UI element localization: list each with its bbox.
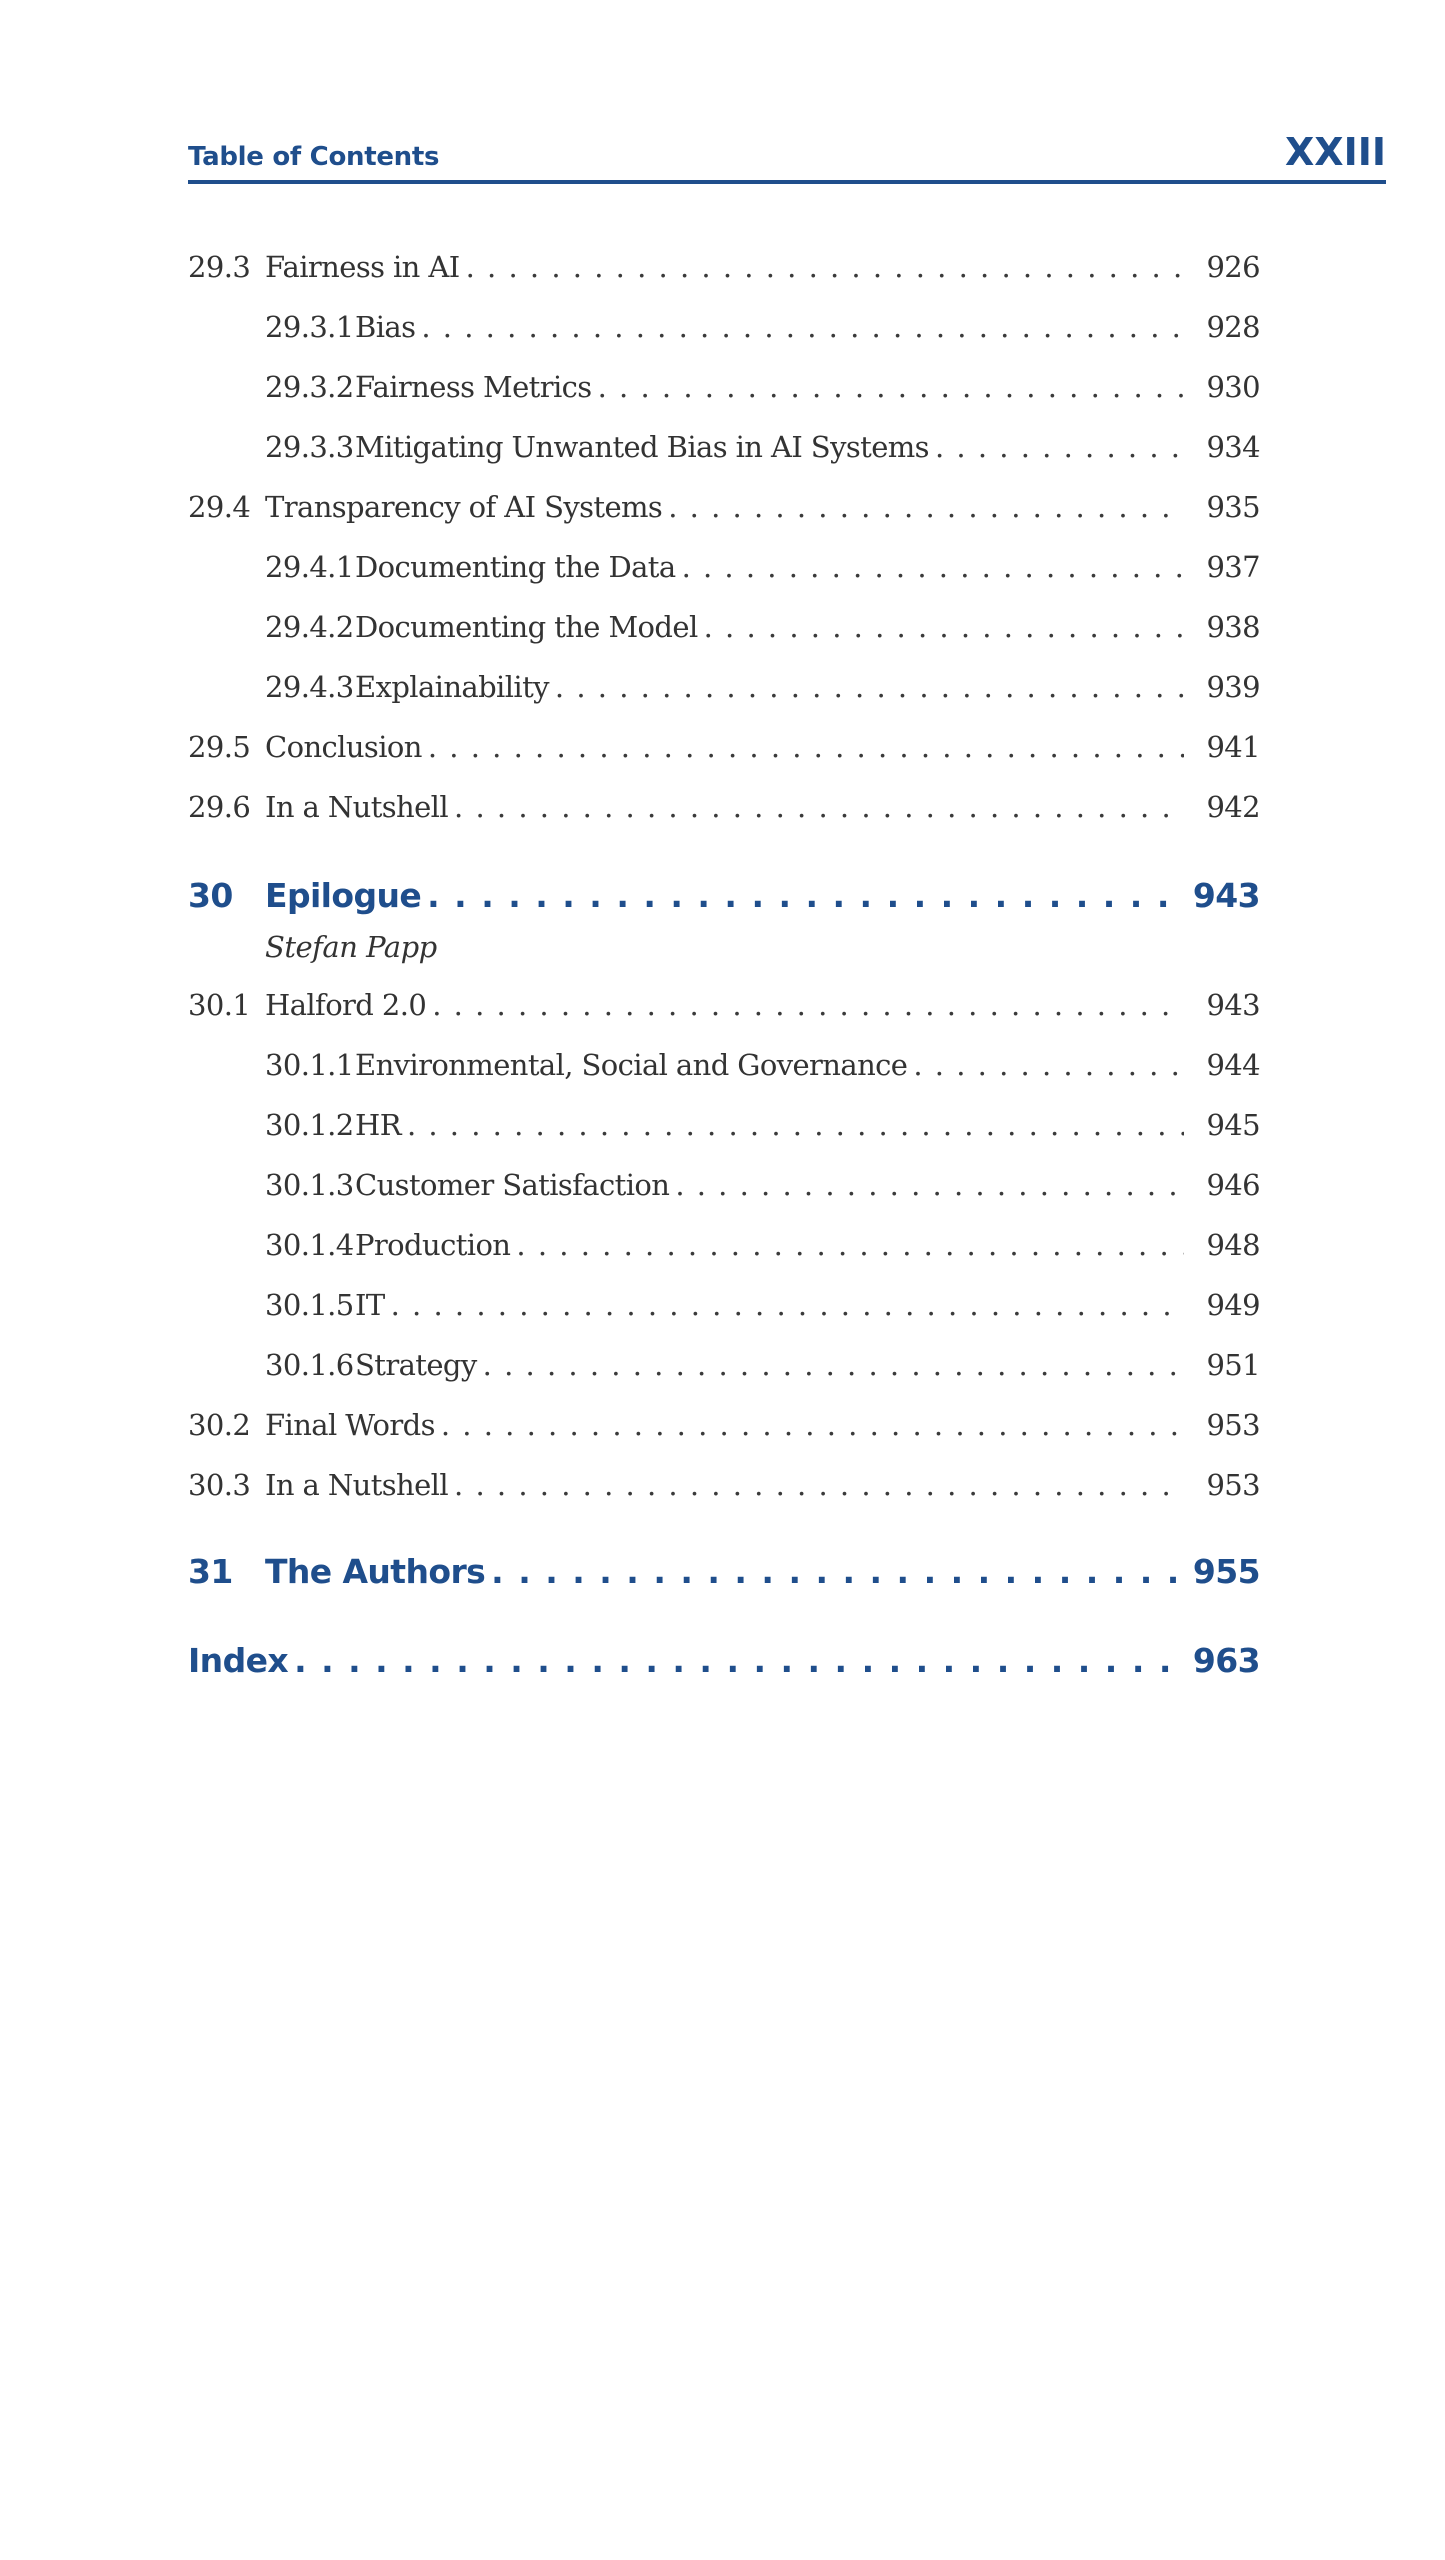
toc-entry-30-1-4[interactable] (188, 1228, 1260, 1268)
entry-title: In a Nutshell (265, 1468, 449, 1502)
entry-title: Transparency of AI Systems (265, 490, 663, 524)
chapter-number: 31 (188, 1552, 233, 1591)
entry-title: Documenting the Model (355, 610, 698, 644)
entry-page: 953 (1206, 1468, 1260, 1502)
toc-entry-30-2[interactable] (188, 1408, 1260, 1448)
dot-leader (483, 1348, 1184, 1382)
entry-page: 939 (1206, 670, 1260, 704)
chapter-author: Stefan Papp (265, 930, 437, 964)
entry-title: Fairness in AI (265, 250, 460, 284)
toc-entry-30-1-6[interactable] (188, 1348, 1260, 1388)
chapter-title: Epilogue (265, 876, 422, 915)
toc-entry-29-5[interactable] (188, 730, 1260, 770)
entry-number: 29.3 (188, 250, 251, 284)
toc-entry-30-1-3[interactable] (188, 1168, 1260, 1208)
dot-leader (598, 370, 1184, 404)
dot-leader (441, 1408, 1184, 1442)
dot-leader (913, 1048, 1184, 1082)
entry-number: 30.1.1 (265, 1048, 354, 1082)
running-header (188, 128, 1386, 184)
entry-title: HR (355, 1108, 401, 1142)
entry-title: Final Words (265, 1408, 435, 1442)
toc-index[interactable] (188, 1641, 1260, 1680)
dot-leader (668, 490, 1184, 524)
toc-entry-29-4-3[interactable] (188, 670, 1260, 710)
entry-page: 944 (1206, 1048, 1260, 1082)
toc-entry-29-3-1[interactable] (188, 310, 1260, 350)
entry-number: 29.3.3 (265, 430, 354, 464)
header-title: Table of Contents (188, 142, 440, 172)
dot-leader (675, 1168, 1184, 1202)
dot-leader (421, 310, 1184, 344)
entry-page: 941 (1206, 730, 1260, 764)
dot-leader (454, 1468, 1184, 1502)
toc-entry-29-3-2[interactable] (188, 370, 1260, 410)
dot-leader (294, 1641, 1184, 1680)
dot-leader (407, 1108, 1184, 1142)
entry-title: Environmental, Social and Governance (355, 1048, 908, 1082)
toc-entry-29-3-3[interactable] (188, 430, 1260, 470)
entry-number: 30.1.6 (265, 1348, 354, 1382)
entry-page: 946 (1206, 1168, 1260, 1202)
entry-title: Halford 2.0 (265, 988, 427, 1022)
entry-page: 943 (1206, 988, 1260, 1022)
entry-number: 30.1.5 (265, 1288, 354, 1322)
toc-entry-29-6[interactable] (188, 790, 1260, 830)
entry-number: 29.4 (188, 490, 251, 524)
entry-title: Fairness Metrics (355, 370, 592, 404)
entry-title: Strategy (355, 1348, 477, 1382)
entry-page: 926 (1206, 250, 1260, 284)
entry-number: 29.5 (188, 730, 251, 764)
entry-page: 934 (1206, 430, 1260, 464)
entry-title: Documenting the Data (355, 550, 676, 584)
chapter-page: 955 (1192, 1552, 1260, 1591)
entry-title: Explainability (355, 670, 549, 704)
dot-leader (516, 1228, 1184, 1262)
toc-entry-30-1-5[interactable] (188, 1288, 1260, 1328)
dot-leader (704, 610, 1184, 644)
entry-page: 951 (1206, 1348, 1260, 1382)
entry-title: IT (355, 1288, 385, 1322)
dot-leader (935, 430, 1184, 464)
entry-number: 30.1.3 (265, 1168, 354, 1202)
toc-entry-30-3[interactable] (188, 1468, 1260, 1508)
chapter-page: 963 (1192, 1641, 1260, 1680)
entry-title: Production (355, 1228, 511, 1262)
entry-number: 29.4.2 (265, 610, 354, 644)
entry-number: 30.1.4 (265, 1228, 354, 1262)
entry-page: 937 (1206, 550, 1260, 584)
toc-entry-29-4[interactable] (188, 490, 1260, 530)
entry-page: 945 (1206, 1108, 1260, 1142)
chapter-page: 943 (1192, 876, 1260, 915)
toc-entry-30-1[interactable] (188, 988, 1260, 1028)
entry-number: 29.4.1 (265, 550, 354, 584)
dot-leader (432, 988, 1184, 1022)
chapter-title: The Authors (265, 1552, 486, 1591)
toc-entry-29-3[interactable] (188, 250, 1260, 290)
entry-number: 29.3.2 (265, 370, 354, 404)
toc-entry-29-4-2[interactable] (188, 610, 1260, 650)
entry-page: 953 (1206, 1408, 1260, 1442)
dot-leader (454, 790, 1184, 824)
entry-number: 29.3.1 (265, 310, 354, 344)
dot-leader (491, 1552, 1184, 1591)
toc-entry-30-1-1[interactable] (188, 1048, 1260, 1088)
entry-number: 30.1 (188, 988, 251, 1022)
dot-leader (428, 730, 1184, 764)
entry-title: Mitigating Unwanted Bias in AI Systems (355, 430, 929, 464)
entry-number: 30.3 (188, 1468, 251, 1502)
entry-page: 928 (1206, 310, 1260, 344)
entry-number: 29.4.3 (265, 670, 354, 704)
chapter-number: 30 (188, 876, 233, 915)
toc-chapter-30[interactable] (188, 876, 1260, 915)
entry-page: 948 (1206, 1228, 1260, 1262)
toc-entry-30-1-2[interactable] (188, 1108, 1260, 1148)
entry-title: Customer Satisfaction (355, 1168, 670, 1202)
entry-page: 935 (1206, 490, 1260, 524)
entry-title: Conclusion (265, 730, 422, 764)
entry-title: In a Nutshell (265, 790, 449, 824)
chapter-title: Index (188, 1641, 289, 1680)
entry-page: 930 (1206, 370, 1260, 404)
dot-leader (555, 670, 1184, 704)
entry-title: Bias (355, 310, 416, 344)
entry-number: 29.6 (188, 790, 251, 824)
dot-leader (427, 876, 1184, 915)
dot-leader (391, 1288, 1184, 1322)
entry-number: 30.1.2 (265, 1108, 354, 1142)
header-page-number: XXIII (1284, 130, 1386, 174)
entry-page: 949 (1206, 1288, 1260, 1322)
toc-entry-29-4-1[interactable] (188, 550, 1260, 590)
entry-page: 938 (1206, 610, 1260, 644)
entry-page: 942 (1206, 790, 1260, 824)
dot-leader (682, 550, 1184, 584)
toc-chapter-31[interactable] (188, 1552, 1260, 1591)
dot-leader (466, 250, 1184, 284)
entry-number: 30.2 (188, 1408, 251, 1442)
